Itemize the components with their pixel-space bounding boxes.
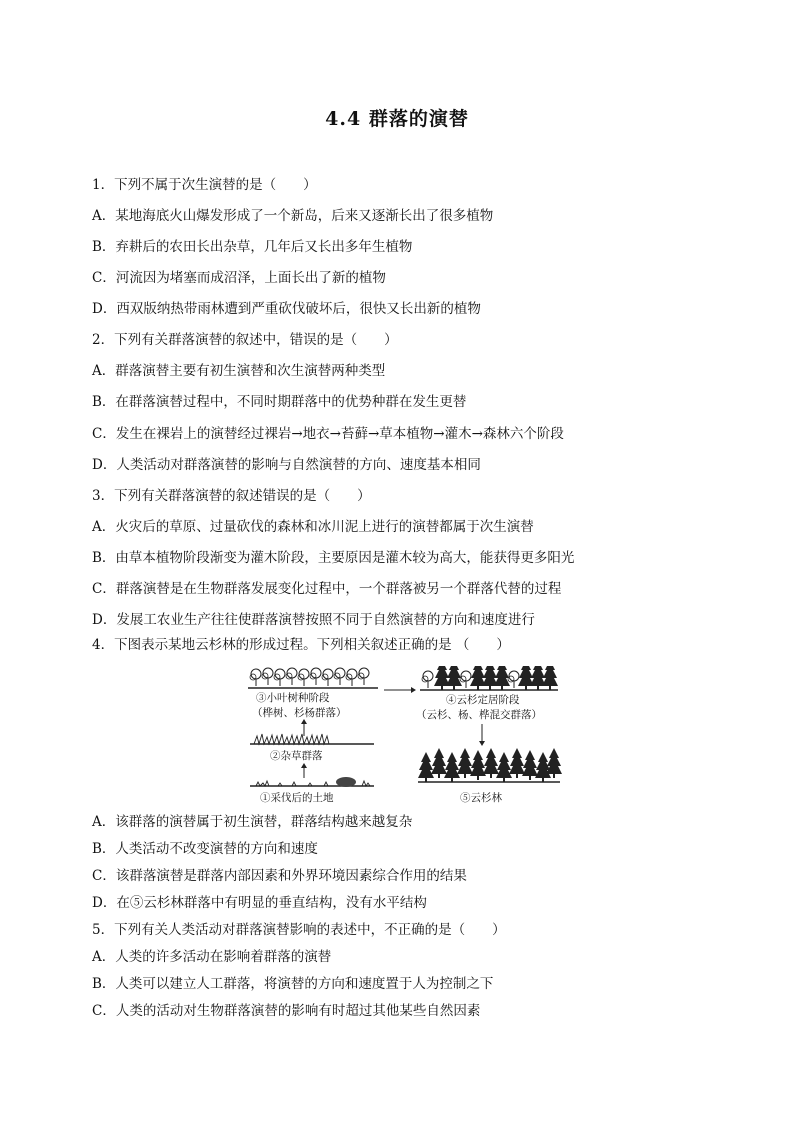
q3-option-d: D．发展工农业生产往往使群落演替按照不同于自然演替的方向和速度进行 <box>92 612 535 628</box>
stage2-label: ②杂草群落 <box>270 750 323 762</box>
q3-option-c: C．群落演替是在生物群落发展变化过程中，一个群落被另一个群落代替的过程 <box>92 581 562 597</box>
succession-figure <box>238 666 574 806</box>
q5-option-c: C．人类的活动对生物群落演替的影响有时超过其他某些自然因素 <box>92 1003 481 1019</box>
q2-option-d: D．人类活动对群落演替的影响与自然演替的方向、速度基本相同 <box>92 457 481 473</box>
q1-option-b: B．弃耕后的农田长出杂草，几年后又长出多年生植物 <box>92 239 413 255</box>
q2-option-a: A．群落演替主要有初生演替和次生演替两种类型 <box>92 363 386 379</box>
stage3-label: ③小叶树种阶段 <box>256 692 330 704</box>
q1-option-d: D．西双版纳热带雨林遭到严重砍伐破坏后，很快又长出新的植物 <box>92 301 481 317</box>
stage4-sublabel: （云杉、杨、桦混交群落） <box>416 709 542 721</box>
q1-option-a: A．某地海底火山爆发形成了一个新岛，后来又逐渐长出了很多植物 <box>92 208 494 224</box>
stage1-land <box>250 777 374 787</box>
q5-option-a: A．人类的许多活动在影响着群落的演替 <box>92 949 332 965</box>
q2-stem: 2．下列有关群落演替的叙述中，错误的是（ ） <box>92 332 398 348</box>
q4-option-d: D．在⑤云杉林群落中有明显的垂直结构，没有水平结构 <box>92 895 427 911</box>
stage3-trees <box>248 668 378 688</box>
q5-option-b: B．人类可以建立人工群落，将演替的方向和速度置于人为控制之下 <box>92 976 494 992</box>
q1-option-c: C．河流因为堵塞而成沼泽，上面长出了新的植物 <box>92 270 386 286</box>
q2-option-c: C．发生在裸岩上的演替经过裸岩→地衣→苔藓→草本植物→灌木→森林六个阶段 <box>92 426 564 442</box>
stage1-label: ①采伐后的土地 <box>260 792 334 804</box>
q3-option-a: A．火灾后的草原、过量砍伐的森林和冰川泥上进行的演替都属于次生演替 <box>92 519 534 535</box>
stage4-mixed-forest <box>420 666 558 690</box>
q3-option-b: B．由草本植物阶段渐变为灌木阶段，主要原因是灌木较为高大，能获得更多阳光 <box>92 550 575 566</box>
stage5-spruce-forest <box>418 748 562 782</box>
q4-option-b: B．人类活动不改变演替的方向和速度 <box>92 841 318 857</box>
page-title: 4.4 群落的演替 <box>325 108 469 130</box>
stage2-weeds <box>250 734 374 744</box>
q5-stem: 5．下列有关人类活动对群落演替影响的表述中，不正确的是（ ） <box>92 922 506 938</box>
q4-stem: 4．下图表示某地云杉林的形成过程。下列相关叙述正确的是 （ ） <box>92 637 510 653</box>
q3-stem: 3．下列有关群落演替的叙述错误的是（ ） <box>92 488 371 504</box>
q4-option-a: A．该群落的演替属于初生演替，群落结构越来越复杂 <box>92 814 413 830</box>
q2-option-b: B．在群落演替过程中，不同时期群落中的优势种群在发生更替 <box>92 394 467 410</box>
q4-option-c: C．该群落演替是群落内部因素和外界环境因素综合作用的结果 <box>92 868 467 884</box>
q1-stem: 1．下列不属于次生演替的是（ ） <box>92 177 317 193</box>
stage4-label: ④云杉定居阶段 <box>446 694 520 706</box>
stage3-sublabel: （桦树、杉杨群落） <box>252 707 347 719</box>
stage5-label: ⑤云杉林 <box>460 792 502 804</box>
